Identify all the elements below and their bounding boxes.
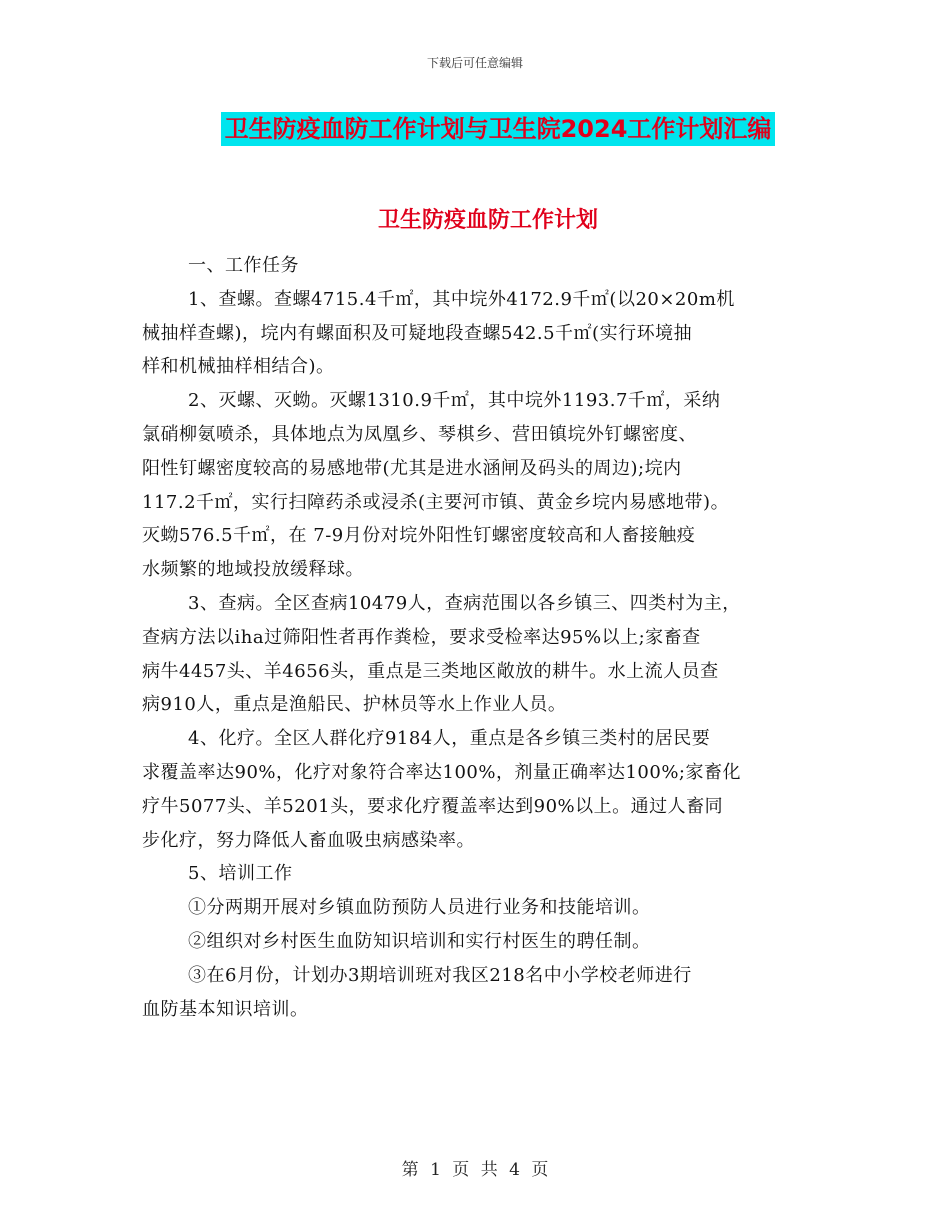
body-line: 步化疗，努力降低人畜血吸虫病感染率。 (142, 829, 475, 851)
body-line: 3、查病。全区查病10479人，查病范围以各乡镇三、四类村为主， (188, 592, 741, 614)
body-line: 1、查螺。查螺4715.4千㎡，其中垸外4172.9千㎡(以20×20m机 (188, 288, 735, 310)
body-line: 2、灭螺、灭蚴。灭螺1310.9千㎡，其中垸外1193.7千㎡，采纳 (188, 390, 721, 412)
body-line: ②组织对乡村医生血防知识培训和实行村医生的聘任制。 (188, 930, 651, 952)
body-line: 病910人，重点是渔船民、护林员等水上作业人员。 (142, 694, 567, 716)
body-line: 一、工作任务 (188, 255, 299, 276)
body-line: ③在6月份，计划办3期培训班对我区218名中小学校老师进行 (188, 964, 692, 986)
body-line: ①分两期开展对乡镇血防预防人员进行业务和技能培训。 (188, 897, 651, 919)
header-note: 下载后可任意编辑 (426, 56, 523, 70)
body-line: 查病方法以iha过筛阳性者再作粪检，要求受检率达95%以上;家畜查 (142, 626, 701, 648)
body-line: 求覆盖率达90%，化疗对象符合率达100%，剂量正确率达100%;家畜化 (142, 761, 741, 783)
body-line: 5、培训工作 (188, 863, 293, 885)
document-title-wrap (0, 112, 950, 146)
body-line: 病牛4457头、羊4656头，重点是三类地区敞放的耕牛。水上流人员查 (142, 660, 719, 682)
body-line: 水频繁的地域投放缓释球。 (142, 559, 364, 581)
document-title: 卫生防疫血防工作计划与卫生院2024工作计划汇编 (221, 112, 776, 146)
body-line: 4、化疗。全区人群化疗9184人，重点是各乡镇三类村的居民要 (188, 728, 711, 750)
body-line: 氯硝柳氨喷杀，具体地点为凤凰乡、琴棋乡、营田镇垸外钉螺密度、 (142, 423, 697, 445)
section-title: 卫生防疫血防工作计划 (377, 208, 598, 233)
body-line: 血防基本知识培训。 (142, 998, 309, 1020)
body-line: 疗牛5077头、羊5201头，要求化疗覆盖率达到90%以上。通过人畜同 (142, 795, 724, 817)
body-line: 阳性钉螺密度较高的易感地带(尤其是进水涵闸及码头的周边);垸内 (142, 457, 682, 479)
page-footer: 第 1 页 共 4 页 (401, 1160, 549, 1180)
body-line: 灭蚴576.5千㎡，在 7-9月份对垸外阳性钉螺密度较高和人畜接触疫 (142, 525, 696, 547)
body-line: 117.2千㎡，实行扫障药杀或浸杀(主要河市镇、黄金乡垸内易感地带)。 (142, 491, 730, 513)
body-text (142, 249, 812, 1026)
body-line: 样和机械抽样相结合)。 (142, 356, 335, 378)
body-line: 械抽样查螺)，垸内有螺面积及可疑地段查螺542.5千㎡(实行环境抽 (142, 322, 693, 344)
